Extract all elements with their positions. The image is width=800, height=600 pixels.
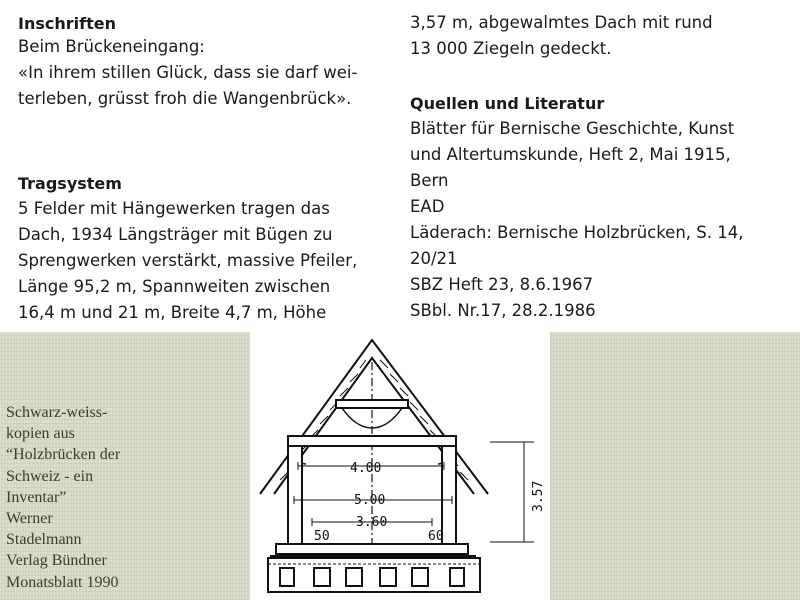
cross-section-svg bbox=[250, 332, 550, 600]
caption-line: Verlag Bündner bbox=[6, 552, 107, 570]
caption-line: Stadelmann bbox=[6, 531, 82, 549]
caption-line: Schwarz-weiss- bbox=[6, 404, 108, 421]
cross-girder bbox=[450, 568, 464, 586]
text-line: Dach, 1934 Längsträger mit Bügen zu bbox=[18, 225, 333, 244]
reference-line: Bern bbox=[410, 171, 449, 190]
reference-line: EAD bbox=[410, 197, 445, 216]
text-line: 16,4 m und 21 m, Breite 4,7 m, Höhe bbox=[18, 303, 327, 322]
caption-line: Monatsblatt 1990 bbox=[6, 573, 119, 591]
reference-line: SBZ Heft 23, 8.6.1967 bbox=[410, 275, 594, 294]
heading-inschriften: Inschriften bbox=[18, 14, 116, 33]
dimension-label-left-offset: 50 bbox=[314, 529, 330, 544]
caption-line: Werner bbox=[6, 510, 53, 528]
text-line: Sprengwerken verstärkt, massive Pfeiler, bbox=[18, 251, 358, 270]
substructure bbox=[268, 558, 480, 592]
source-caption bbox=[6, 402, 156, 593]
dimension-label-right-offset: 60 bbox=[428, 529, 444, 544]
post-right bbox=[442, 446, 456, 544]
cross-girder bbox=[346, 568, 362, 586]
text-line: 13 000 Ziegeln gedeckt. bbox=[410, 39, 612, 58]
reference-line: SBbl. Nr.17, 28.2.1986 bbox=[410, 301, 596, 320]
text-line: Beim Brückeneingang: bbox=[18, 37, 205, 56]
text-line: 3,57 m, abgewalmtes Dach mit rund bbox=[410, 13, 713, 32]
reference-line: und Altertumskunde, Heft 2, Mai 1915, bbox=[410, 145, 731, 164]
text-line: «In ihrem stillen Glück, dass sie darf wei- bbox=[18, 63, 358, 82]
deck-beam bbox=[276, 544, 468, 554]
inschriften-text bbox=[18, 34, 386, 112]
reference-line: 20/21 bbox=[410, 249, 458, 268]
bridge-cross-section-drawing bbox=[250, 332, 550, 600]
dimension-lines bbox=[294, 442, 534, 542]
heading-quellen: Quellen und Literatur bbox=[410, 94, 605, 113]
height-extension-lines bbox=[490, 442, 534, 542]
tie-beam bbox=[288, 436, 456, 446]
cross-girder bbox=[412, 568, 428, 586]
reference-line: Blätter für Bernische Geschichte, Kunst bbox=[410, 119, 735, 138]
cross-girder bbox=[380, 568, 396, 586]
cross-girder bbox=[314, 568, 330, 586]
caption-line: “Holzbrücken der bbox=[6, 446, 121, 464]
dimension-label-360: 3.60 bbox=[356, 515, 388, 530]
continuation-text bbox=[410, 10, 778, 62]
reference-line: Läderach: Bernische Holzbrücken, S. 14, bbox=[410, 223, 744, 242]
lower-panel bbox=[0, 332, 800, 600]
dimension-label-400: 4.00 bbox=[350, 461, 382, 476]
caption-line: Inventar” bbox=[6, 488, 67, 506]
post-left bbox=[288, 446, 302, 544]
tragsystem-text bbox=[18, 196, 384, 326]
text-line: 5 Felder mit Hängewerken tragen das bbox=[18, 199, 330, 218]
cross-girder bbox=[280, 568, 294, 586]
text-line: terleben, grüsst froh die Wangenbrück». bbox=[18, 89, 352, 108]
caption-line: kopien aus bbox=[6, 425, 75, 443]
dimension-label-500: 5.00 bbox=[354, 493, 386, 508]
collar-beam bbox=[336, 400, 408, 408]
text-line: Länge 95,2 m, Spannweiten zwischen bbox=[18, 277, 331, 296]
caption-line: Schweiz - ein bbox=[6, 467, 94, 485]
heading-tragsystem: Tragsystem bbox=[18, 174, 122, 193]
dimension-label-357: 3.57 bbox=[531, 480, 546, 512]
quellen-text bbox=[410, 116, 778, 324]
